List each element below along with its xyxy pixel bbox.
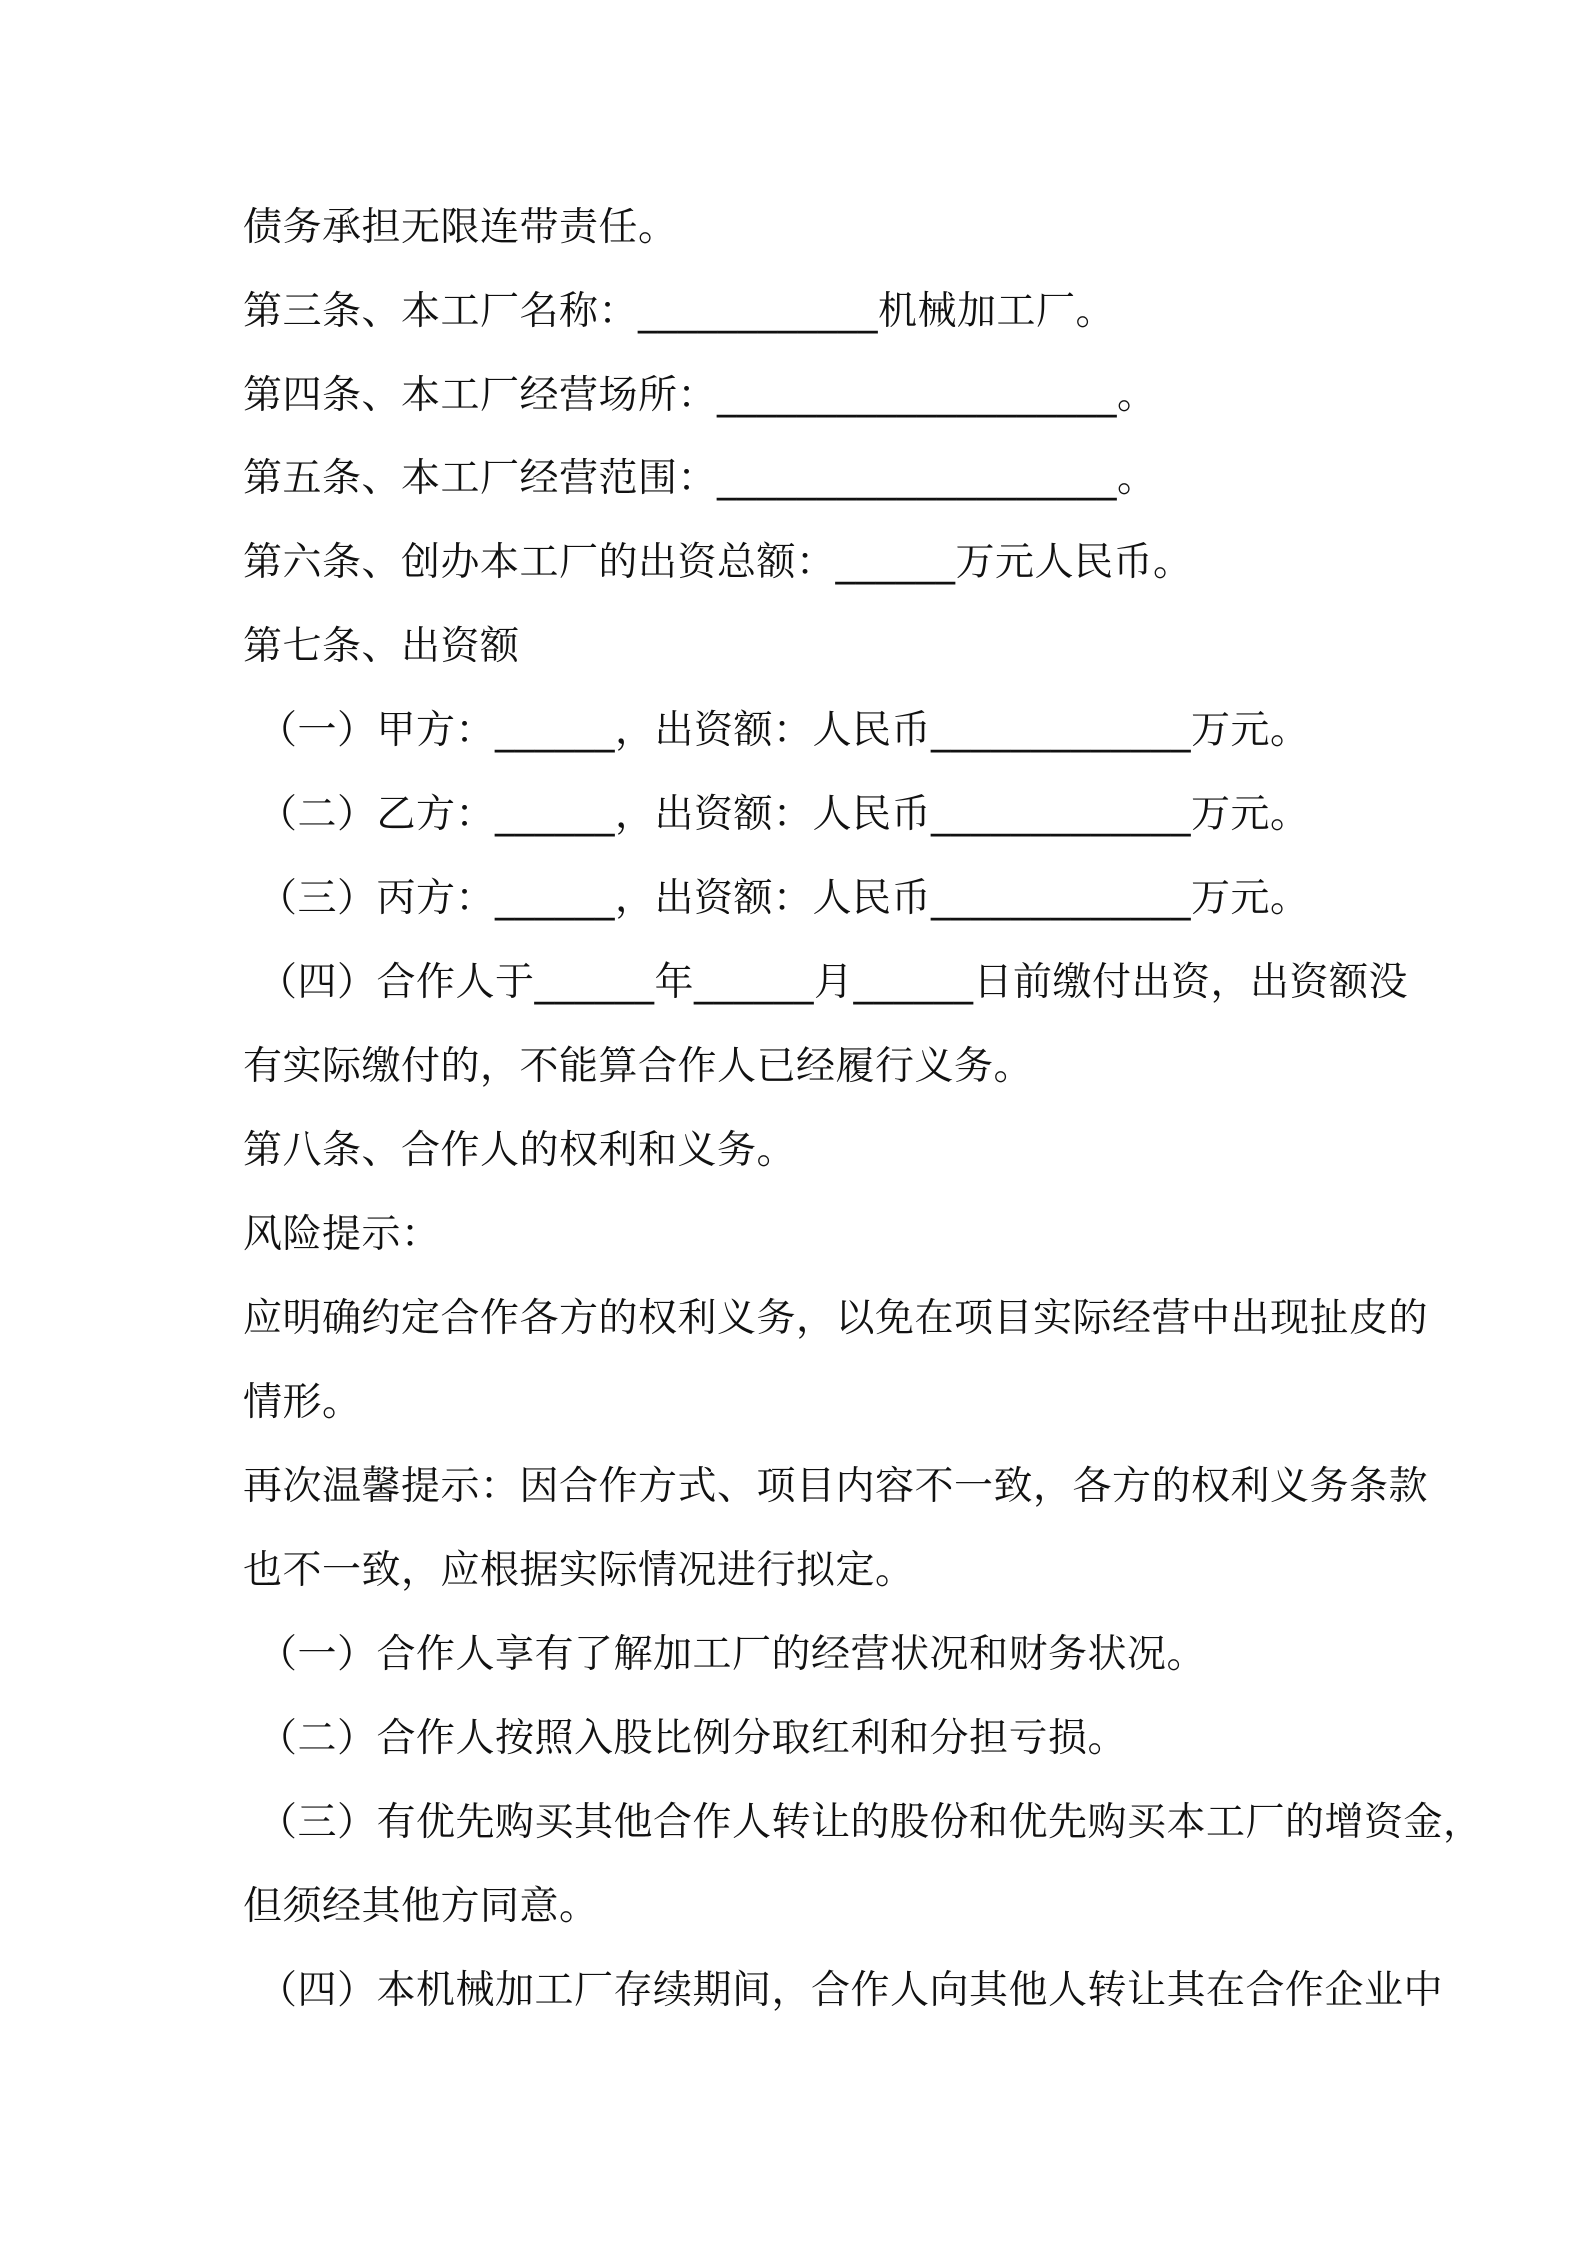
article-4-line: 第四条、本工厂经营场所：____________________。 [243, 373, 1157, 418]
right-item-1: （一）合作人享有了解加工厂的经营状况和财务状况。 [258, 1632, 1207, 1677]
article-3-line: 第三条、本工厂名称：____________机械加工厂。 [243, 289, 1116, 334]
text-line: 有实际缴付的，不能算合作人已经履行义务。 [243, 1044, 1034, 1089]
right-item-3: （三）有优先购买其他合作人转让的股份和优先购买本工厂的增资金， [258, 1800, 1483, 1845]
text-line: 债务承担无限连带责任。 [243, 205, 678, 250]
text-line: 但须经其他方同意。 [243, 1884, 599, 1929]
reminder-text: 也不一致，应根据实际情况进行拟定。 [243, 1548, 915, 1593]
contribution-item-3: （三）丙方：______，出资额：人民币_____________万元。 [258, 876, 1310, 921]
contribution-item-2: （二）乙方：______，出资额：人民币_____________万元。 [258, 792, 1310, 837]
article-5-line: 第五条、本工厂经营范围：____________________。 [243, 456, 1157, 501]
risk-note-heading: 风险提示： [243, 1212, 441, 1257]
right-item-4: （四）本机械加工厂存续期间，合作人向其他人转让其在合作企业中 [258, 1968, 1444, 2013]
contribution-item-4: （四）合作人于______年______月______日前缴付出资，出资额没 [258, 960, 1409, 1005]
risk-note-text: 情形。 [243, 1380, 362, 1425]
reminder-text: 再次温馨提示：因合作方式、项目内容不一致，各方的权利义务条款 [243, 1464, 1429, 1509]
article-6-line: 第六条、创办本工厂的出资总额：______万元人民币。 [243, 540, 1193, 585]
right-item-2: （二）合作人按照入股比例分取红利和分担亏损。 [258, 1716, 1128, 1761]
contribution-item-1: （一）甲方：______，出资额：人民币_____________万元。 [258, 708, 1310, 753]
risk-note-text: 应明确约定合作各方的权利义务，以免在项目实际经营中出现扯皮的 [243, 1296, 1429, 1341]
article-7-heading: 第七条、出资额 [243, 624, 520, 669]
article-8-heading: 第八条、合作人的权利和义务。 [243, 1128, 797, 1173]
